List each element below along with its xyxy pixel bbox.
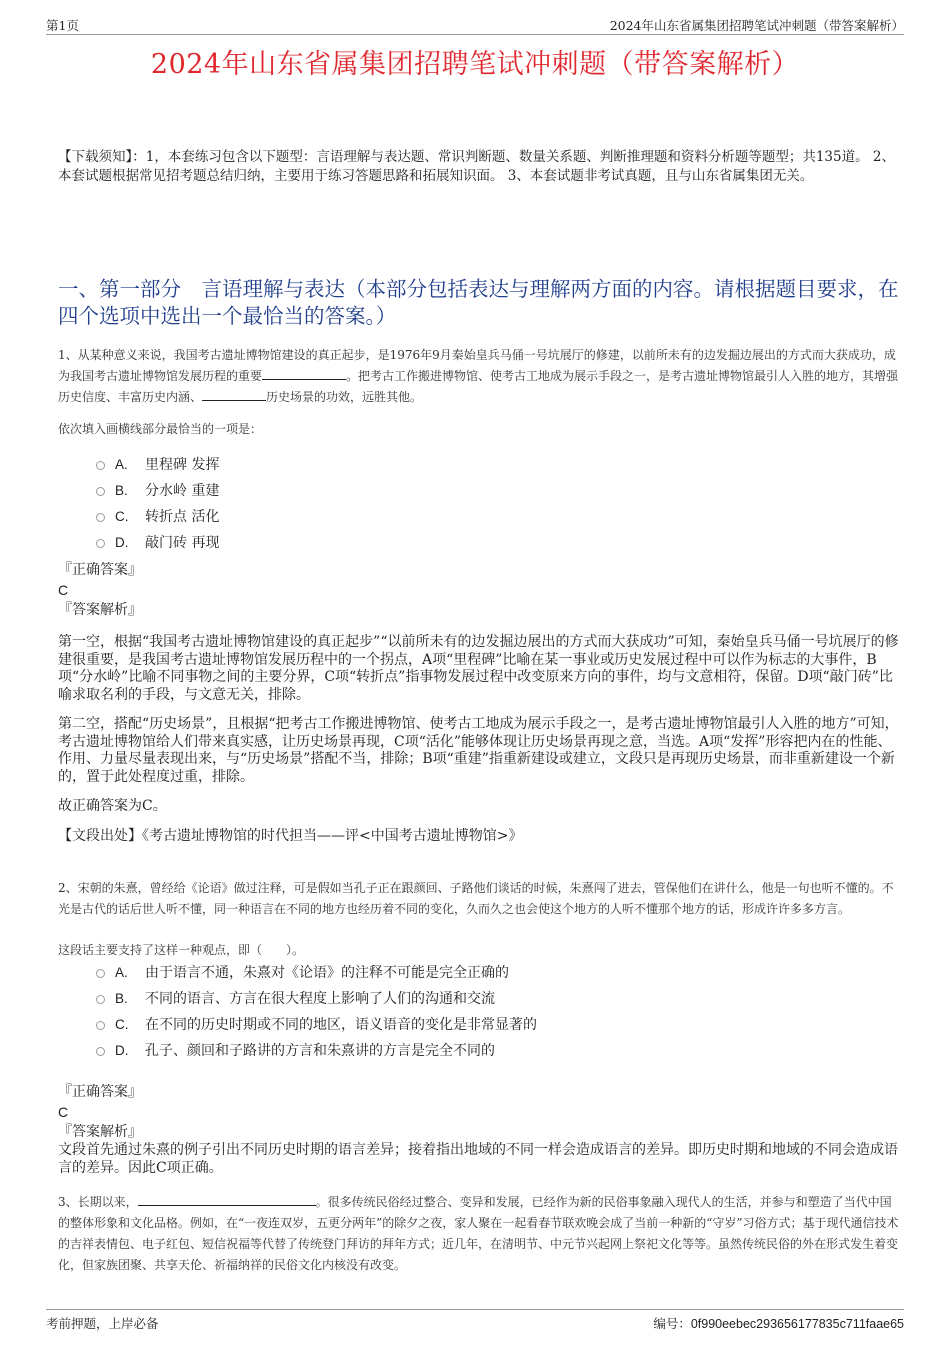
radio-icon[interactable] <box>96 995 105 1004</box>
q1-stem-part-a: 1、从某种意义来说，我国考古遗址博物馆建设的真正起步，是1976年9月秦始皇兵马俑一号坑展厅的修建，以前所未有的边发掘边展出的方式而大获成功，成为我国考古遗址博物馆发展历程的重要 <box>58 348 896 383</box>
radio-icon[interactable] <box>96 513 105 522</box>
q1-source: 【文段出处】《考古遗址博物馆的时代担当——评<中国考古遗址博物馆>》 <box>58 827 523 844</box>
q2-analysis-para: 文段首先通过朱熹的例子引出不同历史时期的语言差异；接着指出地域的不同一样会造成语言的差异。即历史时期和地域的不同会造成语言的差异。因此C项正确。 <box>58 1142 898 1176</box>
page-header <box>46 14 904 35</box>
document-code-value: 0f990eebec293656177835c711faae65 <box>690 1317 904 1331</box>
q1-option-c[interactable]: C. 转折点 活化 <box>96 504 896 530</box>
q2-option-d[interactable]: D. 孔子、颜回和子路讲的方言和朱熹讲的方言是完全不同的 <box>96 1038 896 1064</box>
q2-answer: C <box>58 1104 69 1120</box>
q1-analysis-para: 故正确答案为C。 <box>58 798 167 814</box>
q2-instruction: 这段话主要支持了这样一种观点，即（ ）。 <box>58 943 305 957</box>
q2-option-c[interactable]: C. 在不同的历史时期或不同的地区，语义语音的变化是非常显著的 <box>96 1012 896 1038</box>
q2-option-b[interactable]: B. 不同的语言、方言在很大程度上影响了人们的沟通和交流 <box>96 986 896 1012</box>
download-notice: 【下载须知】：1，本套练习包含以下题型：言语理解与表达题、常识判断题、数量关系题、判断推理题和资料分析题等题型；共135道。 2、本套试题根据常见招考题总结归纳，主要用于练习答题思路和拓展知识面。 3、本套试题非考试真题，且与山东省属集团无关。 <box>58 149 895 184</box>
q1-analysis-para: 第二空，搭配“历史场景”，且根据“把考古工作搬进博物馆、使考古工地成为展示手段之一，是考古遗址博物馆最引人入胜的地方”可知，考古遗址博物馆给人们带来真实感，让历史场景再现，C项“活化”能够体现让历史场景再现之意，当选。A项“发挥”形容把内在的性能、作用、力量尽量表现出来，与“历史场景”搭配不当，排除；B项“重建”指重新建设或建立，文段只是再现历史场景，而非重新建设一个新的，置于此处程度过重，排除。 <box>58 716 899 785</box>
question-3-stem <box>58 1192 900 1276</box>
q2-options <box>96 960 896 1064</box>
page-footer <box>46 1309 904 1332</box>
radio-icon[interactable] <box>96 487 105 496</box>
header-doc-title: 2024年山东省属集团招聘笔试冲刺题（带答案解析） <box>609 18 904 33</box>
q1-analysis <box>58 634 900 857</box>
question-1-stem <box>58 345 900 408</box>
q3-stem-part-a: 3、长期以来， <box>58 1195 138 1209</box>
question-2-stem: 2、宋朝的朱熹，曾经给《论语》做过注释，可是假如当孔子正在跟颜回、子路他们谈话的时候，朱熹闯了进去，管保他们在讲什么，他是一句也听不懂的。不光是古代的话后世人听不懂，同一种语言在不同的地方也经历着不同的变化，久而久之也会使这个地方的人听不懂那个地方的话，形成许许多多方言。 <box>58 881 894 916</box>
radio-icon[interactable] <box>96 539 105 548</box>
q1-analysis-para: 第一空，根据“我国考古遗址博物馆建设的真正起步”“以前所未有的边发掘边展出的方式而大获成功”可知，秦始皇兵马俑一号坑展厅的修建很重要，是我国考古遗址博物馆发展历程中的一个拐点，A项“里程碑”比喻在某一事业或历史发展过程中可以作为标志的大事件，B项“分水岭”比喻不同事物之间的主要分界，C项“转折点”指事物发展过程中改变原来方向的事件，均与文意相符，保留。D项“敲门砖”比喻求取名利的手段，与文意无关，排除。 <box>58 634 899 703</box>
document-title: 2024年山东省属集团招聘笔试冲刺题（带答案解析） <box>150 49 800 80</box>
q1-option-d[interactable]: D. 敲门砖 再现 <box>96 530 896 556</box>
q3-blank <box>138 1192 316 1206</box>
radio-icon[interactable] <box>96 1047 105 1056</box>
q1-answer: C <box>58 582 69 598</box>
q1-analysis-label: 『答案解析』 <box>58 602 142 618</box>
document-code <box>653 1314 904 1332</box>
q2-option-a[interactable]: A. 由于语言不通，朱熹对《论语》的注释不可能是完全正确的 <box>96 960 896 986</box>
q2-answer-block <box>58 1082 900 1189</box>
q1-answer-label: 『正确答案』 <box>58 562 142 578</box>
q1-option-a[interactable]: A. 里程碑 发挥 <box>96 452 896 478</box>
radio-icon[interactable] <box>96 969 105 978</box>
q1-options <box>96 452 896 556</box>
radio-icon[interactable] <box>96 1021 105 1030</box>
q2-answer-label: 『正确答案』 <box>58 1084 142 1100</box>
q2-analysis-label: 『答案解析』 <box>58 1124 142 1140</box>
q1-answer-block <box>58 560 900 620</box>
q1-stem-part-c: 历史场景的功效，远胜其他。 <box>266 390 423 404</box>
q3-stem-part-b: 。很多传统民俗经过整合、变异和发展，已经作为新的民俗事象融入现代人的生活，并参与和塑造了当代中国的整体形象和文化品格。例如，在“一夜连双岁，五更分两年”的除夕之夜，家人聚在一起看春节联欢晚会成了当前一种新的“守岁”习俗方式；基于现代通信技术的吉祥表情包、电子红包、短信祝福等代替了传统登门拜访的拜年方式；近几年，在清明节、中元节兴起网上祭祀文化等等。虽然传统民俗的外在形式发生着变化，但家族团聚、共享天伦、祈福纳祥的民俗文化内核没有改变。 <box>58 1195 899 1272</box>
section-heading: 一、第一部分 言语理解与表达（本部分包括表达与理解两方面的内容。请根据题目要求，在四个选项中选出一个最恰当的答案。） <box>58 277 899 328</box>
q1-blank-2 <box>202 387 266 401</box>
q1-option-b[interactable]: B. 分水岭 重建 <box>96 478 896 504</box>
q1-blank-1 <box>262 366 346 380</box>
document-code-label: 编号： <box>653 1316 691 1331</box>
page-number: 第1页 <box>46 18 79 33</box>
q1-stem-part-b: 。把考古工作搬进博物馆、使考古工地成为展示手段之一，是考古遗址博物馆最引人入胜的地方，其增强历史信度、丰富历史内涵、 <box>58 369 899 404</box>
footer-slogan: 考前押题，上岸必备 <box>46 1316 159 1331</box>
q1-instruction: 依次填入画横线部分最恰当的一项是： <box>58 422 263 436</box>
radio-icon[interactable] <box>96 461 105 470</box>
